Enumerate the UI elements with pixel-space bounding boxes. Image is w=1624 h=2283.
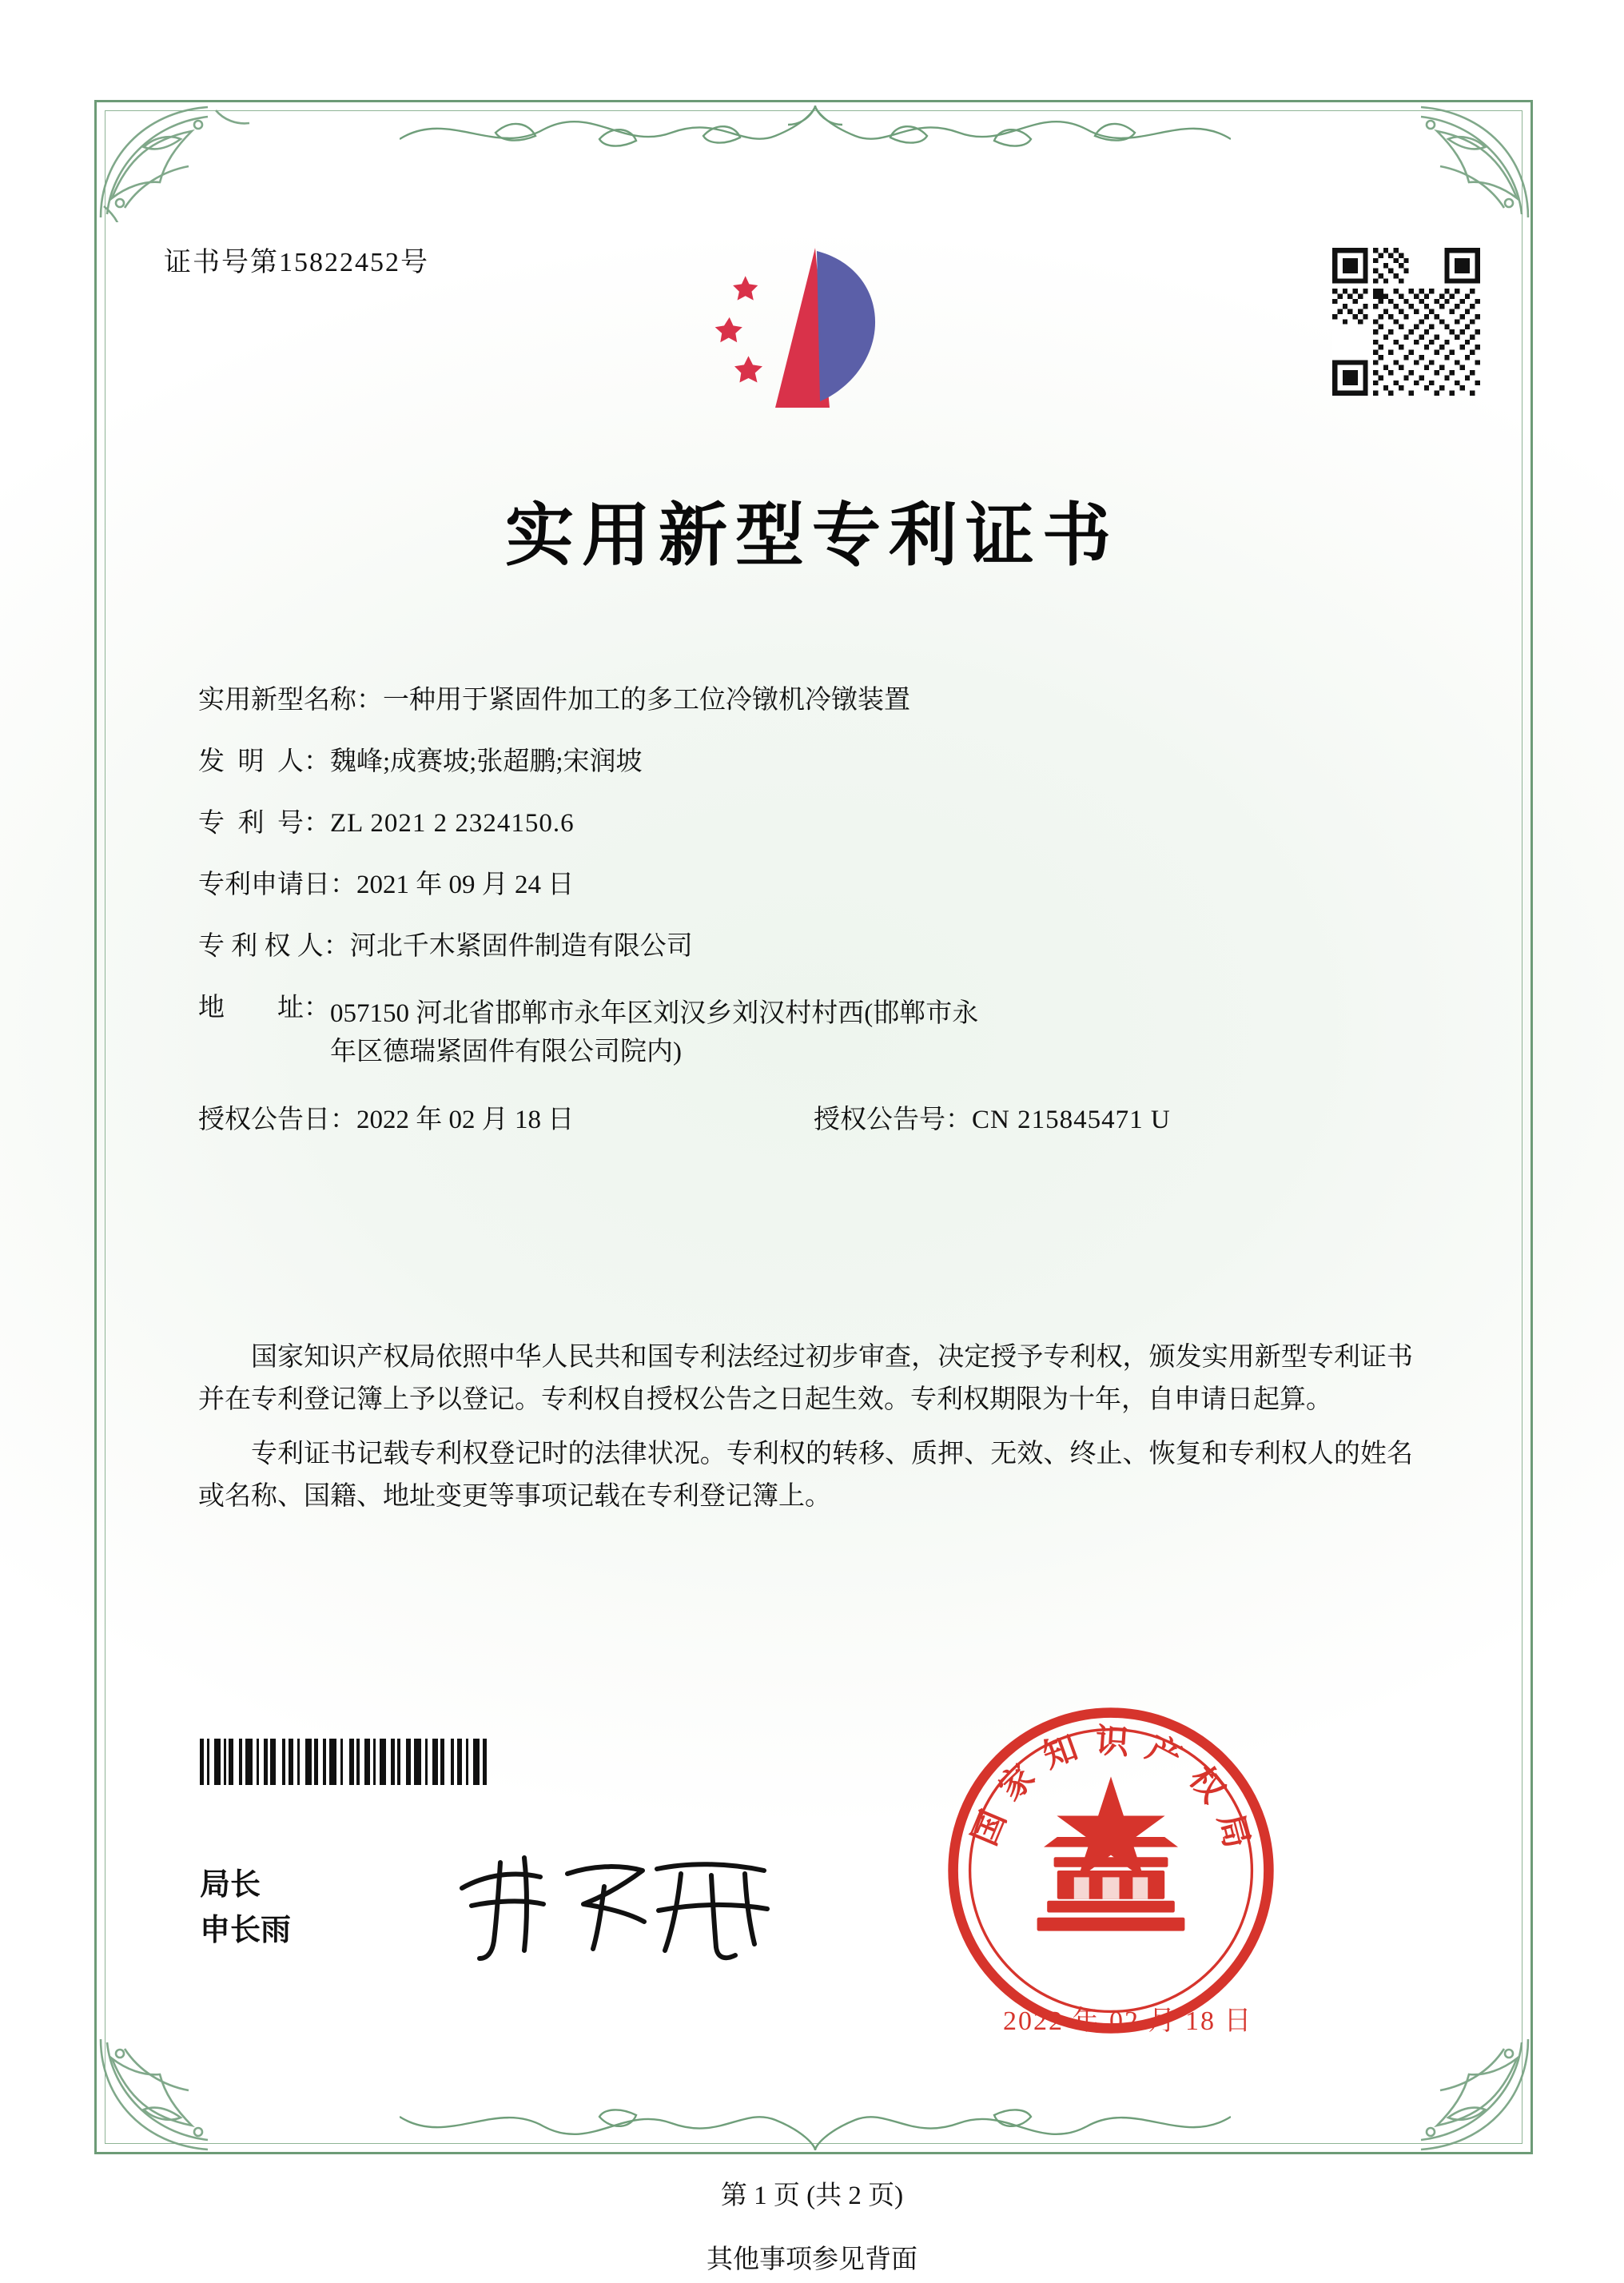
- corner-ornament-bottom-left: [96, 2034, 288, 2154]
- field-value: ZL 2021 2 2324150.6: [330, 809, 575, 838]
- top-vine-ornament: [400, 101, 1231, 157]
- corner-ornament-top-left: [96, 102, 288, 222]
- legal-text: [198, 1337, 1413, 1530]
- director-name: 申长雨: [200, 1914, 292, 1947]
- certificate-number: 证书号第15822452号: [164, 248, 429, 277]
- bottom-vine-ornament: [400, 2099, 1231, 2155]
- handwritten-signature: [448, 1839, 807, 1974]
- field-label: 授权公告号：: [814, 1105, 972, 1134]
- field-patentee: [198, 934, 1445, 960]
- field-utility-model-name: [198, 687, 1445, 714]
- field-label: 专 利 号：: [198, 809, 330, 838]
- field-patent-number: [198, 811, 1445, 837]
- address-value: [330, 995, 1445, 1072]
- field-grant-row: [198, 1107, 1445, 1134]
- official-red-seal: [943, 1703, 1279, 2038]
- svg-text:国家知识产权局: 国家知识产权局: [964, 1720, 1261, 1867]
- field-inventors: [198, 749, 1445, 775]
- field-label: 专利申请日：: [198, 871, 356, 899]
- field-value: 魏峰;成赛坡;张超鹏;宋润坡: [330, 747, 643, 776]
- qr-code: [1332, 248, 1480, 396]
- field-grant-number: [814, 1107, 1445, 1134]
- page-title: 实用新型专利证书: [505, 495, 1119, 576]
- page-number: 第 1 页 (共 2 页): [720, 2181, 904, 2210]
- field-grant-date: [198, 1107, 814, 1134]
- field-value: 2022 年 02 月 18 日: [356, 1105, 575, 1134]
- address-line-2: 年区德瑞紧固件有限公司院内): [330, 1037, 682, 1066]
- field-list: [198, 687, 1445, 1169]
- signature-block: [200, 1863, 291, 1954]
- seal-date: 2022 年 02 月 18 日: [1003, 2006, 1253, 2036]
- field-address: [198, 995, 1445, 1072]
- field-value: CN 215845471 U: [972, 1105, 1171, 1134]
- corner-ornament-top-right: [1341, 102, 1533, 222]
- barcode: [200, 1739, 631, 1785]
- field-label: 实用新型名称：: [198, 686, 383, 715]
- field-value: 河北千木紧固件制造有限公司: [349, 932, 693, 961]
- director-label: 局长: [200, 1868, 261, 1902]
- cnipa-logo: [679, 240, 935, 432]
- field-label: 发 明 人：: [198, 747, 330, 776]
- address-line-1: 057150 河北省邯郸市永年区刘汉乡刘汉村村西(邯郸市永: [330, 999, 979, 1028]
- paragraph-1: 国家知识产权局依照中华人民共和国专利法经过初步审查，决定授予专利权，颁发实用新型专利证书并在专利登记簿上予以登记。专利权自授权公告之日起生效。专利权期限为十年，自申请日起算。: [198, 1343, 1413, 1415]
- field-value: 2021 年 09 月 24 日: [356, 871, 575, 899]
- paragraph-2: 专利证书记载专利权登记时的法律状况。专利权的转移、质押、无效、终止、恢复和专利权人的姓名或名称、国籍、地址变更等事项记载在专利登记簿上。: [198, 1439, 1413, 1512]
- back-note: 其他事项参见背面: [707, 2245, 917, 2274]
- field-label: 授权公告日：: [198, 1105, 356, 1134]
- field-application-date: [198, 872, 1445, 898]
- field-value: 一种用于紧固件加工的多工位冷镦机冷镦装置: [383, 686, 910, 715]
- field-label: 专 利 权 人：: [198, 932, 350, 961]
- corner-ornament-bottom-right: [1341, 2034, 1533, 2154]
- field-label: 地 址：: [198, 994, 330, 1022]
